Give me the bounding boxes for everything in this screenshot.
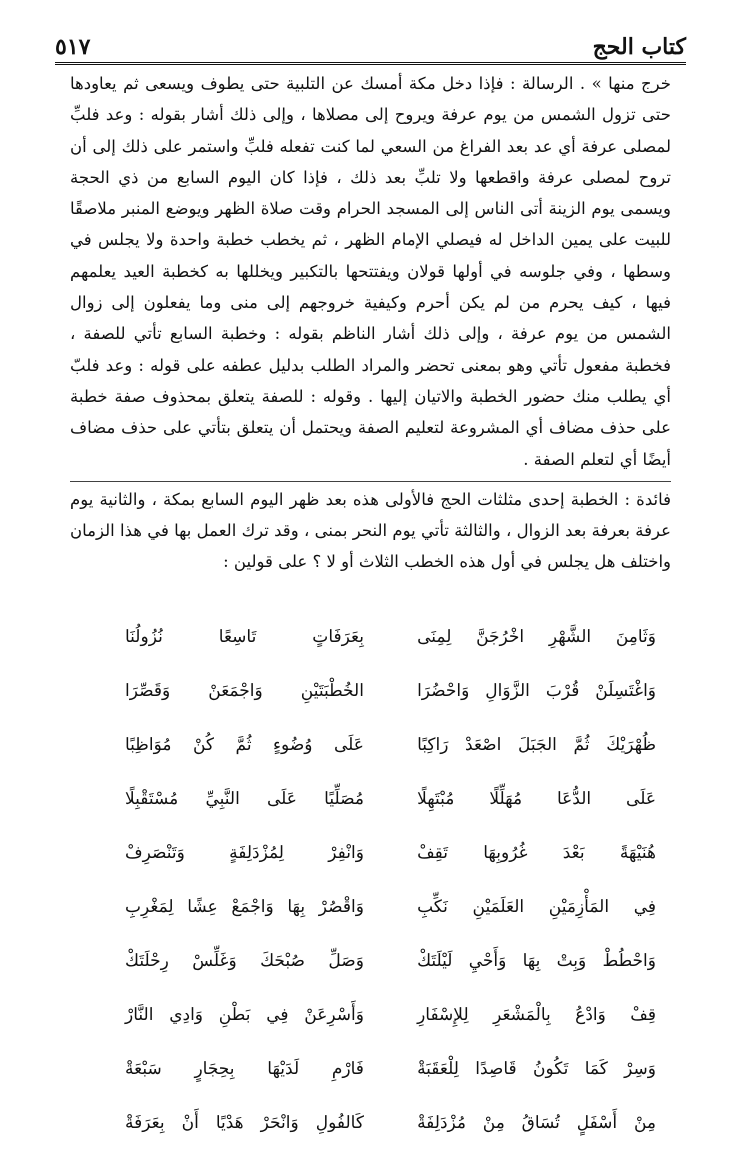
verse-second-hemistich: وَاقْصُرْ بِهَا وَاجْمَعْ عِشًا لِمَغْرِبِ <box>125 897 364 917</box>
verse-line <box>125 988 656 1042</box>
commentary-paragraph: خرج منها » . الرسالة : فإذا دخل مكة أمسك عن التلبية حتى يطوف ويسعى ثم يعاودها حتى تزول الشمس من يوم عرفة ويروح إلى مصلاها ، وإلى ذلك أشار بقوله : وعد فلبِّ لمصلى عرفة أي عد بعد الفراغ من السعي لما كنت تفعله فلبِّ واستمر على ذلك إلى أن تروح لمصلى عرفة واقطعها ولا تلبِّ بعد ذلك ، فإذا كان اليوم السابع من ذي الحجة ويسمى يوم الزينة أتى الناس إلى المسجد الحرام وقت صلاة الظهر ويوضع المنبر ملاصقًا للبيت على يمين الداخل له فيصلي الإمام الظهر ، ثم يخطب خطبة واحدة ولا يجلس في وسطها ، وفي جلوسه في أولها قولان ويفتتحها بالتكبير ويخللها به كخطبة العيد يعلمهم فيها ، كيف يحرم من لم يكن أحرم وكيفية خروجهم إلى منى وما يفعلون إلى زوال الشمس من يوم عرفة ، وإلى ذلك أشار الناظم بقوله : وخطبة السابع تأتي للصفة ، فخطبة مفعول تأتي وهو بمعنى تحضر والمراد الطلب بدليل عطفه على قوله : وعد فلبّ أي يطلب منك حضور الخطبة والاتيان إليها . وقوله : للصفة يتعلق بمحذوف صفة خطبة على حذف مضاف أي المشروعة لتعليم الصفة ويحتمل أن يتعلق بتأتي على حذف مضاف أيضًا أي لتعلم الصفة . <box>70 74 671 469</box>
verse-second-hemistich: كَالفُولِ وَانْحَرْ هَدْيًا أَنْ بِعَرَفَةْ <box>125 1113 364 1133</box>
verse-second-hemistich: الخُطْبَتَيْنِ وَاجْمَعَنْ وَقَصِّرَا <box>125 681 364 701</box>
verse-second-hemistich: مُصَلِّيًا عَلَى النَّبِيِّ مُسْتَقْبِلًا <box>125 789 364 809</box>
verse-first-hemistich: وَثَامِنَ الشَّهْرِ اخْرُجَنَّ لِمِنَى <box>417 627 656 647</box>
chapter-title: كتاب الحج <box>592 34 686 60</box>
verse-first-hemistich: فِي المَأْزِمَيْنِ العَلَمَيْنِ نَكِّبِ <box>417 897 656 917</box>
verse-first-hemistich: ظُهْرَيْكَ ثُمَّ الجَبَلَ اصْعَدْ رَاكِبًا <box>417 735 656 755</box>
verse-second-hemistich: وَصَلِّ صُبْحَكَ وَغَلِّسْ رِحْلَتَكْ <box>125 951 364 971</box>
verse-first-hemistich: هُنَيْهَةً بَعْدَ غُرُوبِهَا تَقِفْ <box>417 843 656 863</box>
note-paragraph: فائدة : الخطبة إحدى مثلثات الحج فالأولى هذه بعد ظهر اليوم السابع بمكة ، والثانية يوم عرفة بعرفة بعد الزوال ، والثالثة تأتي يوم النحر بمنى ، وقد ترك العمل بها في هذا الزمان واختلف هل يجلس في أول هذه الخطب الثلاث أو لا ؟ على قولين : <box>70 489 671 572</box>
verse-first-hemistich: عَلَى الدُّعَا مُهَلِّلًا مُبْتَهِلًا <box>417 789 656 809</box>
verse-second-hemistich: بِعَرَفَاتٍ تَاسِعًا نُزُولُنَا <box>125 627 364 647</box>
verse-line <box>125 772 656 826</box>
verse-second-hemistich: فَارْمِ لَدَيْهَا بِحِجَارٍ سَبْعَةْ <box>125 1059 364 1079</box>
body-text <box>70 68 671 578</box>
page-number: ٥١٧ <box>55 34 91 60</box>
verse-second-hemistich: عَلَى وُضُوءٍ ثُمَّ كُنْ مُوَاظِبًا <box>125 735 364 755</box>
verse-block <box>125 610 656 1150</box>
verse-first-hemistich: قِفْ وَادْعُ بِالْمَشْعَرِ لِلإِسْفَارِ <box>417 1005 656 1025</box>
verse-line <box>125 1042 656 1096</box>
verse-line <box>125 826 656 880</box>
verse-first-hemistich: وَسِرْ كَمَا تَكُونُ قَاصِدًا لِلْعَقَبَةْ <box>417 1059 656 1079</box>
verse-first-hemistich: وَاغْتَسِلَنْ قُرْبَ الزَّوَالِ وَاحْضُرَا <box>417 681 656 701</box>
verse-first-hemistich: مِنْ أَسْفَلٍ تُسَاقُ مِنْ مُزْدَلِفَةْ <box>417 1113 656 1133</box>
verse-line <box>125 880 656 934</box>
verse-line <box>125 664 656 718</box>
verse-line <box>125 718 656 772</box>
verse-line <box>125 610 656 664</box>
running-header <box>55 20 686 65</box>
section-divider <box>70 481 671 482</box>
verse-first-hemistich: وَاحْطُطْ وَبِتْ بِهَا وَأَحْيِ لَيْلَتَكْ <box>417 951 656 971</box>
verse-second-hemistich: وَأَسْرِعَنْ فِي بَطْنِ وَادِي النَّارْ <box>125 1005 364 1025</box>
verse-line <box>125 1096 656 1150</box>
verse-line <box>125 934 656 988</box>
verse-second-hemistich: وَانْفِرْ لِمُزْدَلِفَةٍ وَتَنْصَرِفْ <box>125 843 364 863</box>
